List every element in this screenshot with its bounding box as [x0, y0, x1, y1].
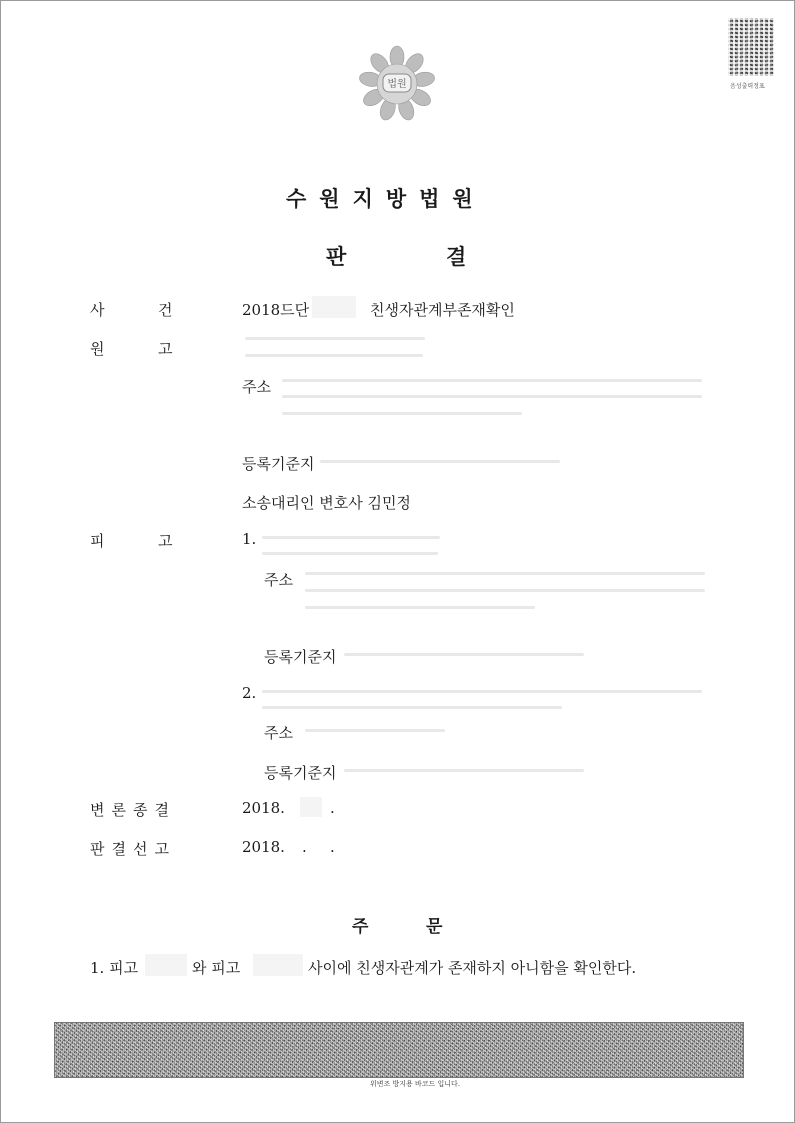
defendant-label-b: 고 [158, 532, 173, 550]
redacted-line [262, 552, 438, 555]
redacted-line [305, 572, 705, 575]
qr-code [728, 18, 774, 76]
redacted-line [305, 729, 445, 732]
court-title: 수원지방법원 [286, 187, 486, 211]
order-heading-b: 문 [426, 917, 443, 937]
redacted-line [344, 653, 584, 656]
plaintiff-registry-label: 등록기준지 [242, 455, 315, 473]
security-barcode [54, 1022, 744, 1078]
name-redaction [253, 954, 303, 976]
judgment-title-a: 판 [326, 245, 347, 269]
order-heading-a: 주 [352, 917, 369, 937]
redacted-line [305, 606, 535, 609]
plaintiff-counsel: 소송대리인 변호사 김민정 [242, 494, 411, 512]
defendant-1-address-label: 주소 [264, 571, 293, 589]
hearing-end-dot: . [330, 799, 335, 817]
verdict-date: 2018. [242, 838, 285, 856]
order-line-1a: 1. 피고 [90, 959, 139, 977]
plaintiff-label-b: 고 [158, 340, 173, 358]
case-label-a: 사 [90, 301, 105, 319]
date-redaction [300, 797, 322, 817]
redacted-line [320, 460, 560, 463]
court-seal-icon [356, 42, 438, 124]
judgment-title-b: 결 [446, 245, 467, 269]
name-redaction [145, 954, 187, 976]
case-number: 2018드단 [242, 301, 310, 319]
redacted-line [282, 379, 702, 382]
qr-caption: 음성출력정표 [730, 83, 765, 90]
order-line-1c: 사이에 친생자관계가 존재하지 아니함을 확인한다. [308, 959, 637, 977]
redacted-line [262, 690, 702, 693]
order-line-1b: 와 피고 [192, 959, 241, 977]
defendant-label-a: 피 [90, 532, 105, 550]
defendant-2-registry-label: 등록기준지 [264, 764, 337, 782]
hearing-end-label: 변론종결 [90, 801, 176, 819]
seal-text: 법원 [387, 79, 407, 90]
case-number-redaction [312, 296, 356, 318]
redacted-line [245, 354, 423, 357]
defendant-2-address-label: 주소 [264, 724, 293, 742]
defendant-1-registry-label: 등록기준지 [264, 648, 337, 666]
defendant-2-number: 2. [242, 684, 257, 702]
redacted-line [282, 395, 702, 398]
redacted-line [262, 536, 440, 539]
defendant-1-number: 1. [242, 530, 257, 548]
redacted-line [262, 706, 562, 709]
plaintiff-label-a: 원 [90, 340, 105, 358]
redacted-line [282, 412, 522, 415]
redacted-line [245, 337, 425, 340]
redacted-line [344, 769, 584, 772]
verdict-date-dot-2: . [330, 838, 335, 856]
case-title: 친생자관계부존재확인 [370, 301, 515, 319]
redacted-line [305, 589, 705, 592]
verdict-date-label: 판결선고 [90, 840, 176, 858]
hearing-end-date: 2018. [242, 799, 285, 817]
barcode-caption: 위변조 방지용 바코드 입니다. [370, 1080, 461, 1088]
verdict-date-dot-1: . [302, 838, 307, 856]
plaintiff-address-label: 주소 [242, 378, 271, 396]
case-label-b: 건 [158, 301, 173, 319]
